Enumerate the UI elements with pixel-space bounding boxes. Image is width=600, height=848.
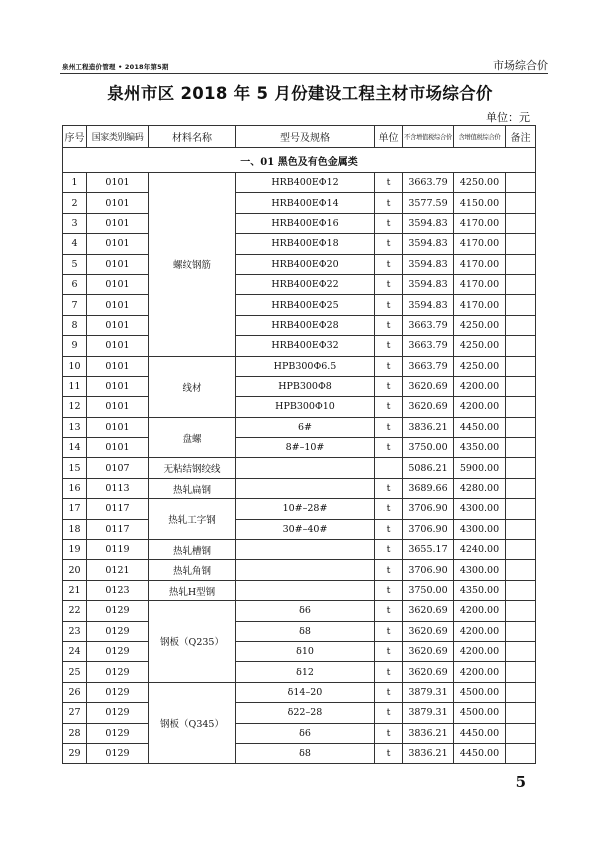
table-row — [63, 540, 536, 560]
cell-material-name: 钢板（Q345） — [149, 682, 236, 764]
cell-price-inc-vat: 4300.00 — [454, 560, 506, 580]
cell-remarks — [506, 540, 536, 560]
table-row — [63, 641, 536, 661]
cell-price-inc-vat: 4350.00 — [454, 438, 506, 458]
table-row — [63, 743, 536, 763]
cell-code: 0101 — [87, 336, 149, 356]
cell-price-ex-vat: 3655.17 — [403, 540, 454, 560]
cell-remarks — [506, 682, 536, 702]
table-row — [63, 621, 536, 641]
cell-no: 13 — [63, 417, 87, 437]
cell-unit: t — [375, 356, 403, 376]
table-row — [63, 417, 536, 437]
table-row — [63, 173, 536, 193]
cell-remarks — [506, 601, 536, 621]
cell-price-ex-vat: 3620.69 — [403, 621, 454, 641]
cell-material-name: 无粘结钢绞线 — [149, 458, 236, 478]
cell-code: 0107 — [87, 458, 149, 478]
cell-code: 0101 — [87, 234, 149, 254]
cell-unit: t — [375, 376, 403, 396]
table-row — [63, 560, 536, 580]
cell-no: 1 — [63, 173, 87, 193]
cell-code: 0101 — [87, 173, 149, 193]
table-row — [63, 234, 536, 254]
cell-spec — [236, 458, 375, 478]
cell-price-ex-vat: 3706.90 — [403, 499, 454, 519]
cell-remarks — [506, 376, 536, 396]
cell-spec: HPB300Φ10 — [236, 397, 375, 417]
cell-code: 0117 — [87, 519, 149, 539]
cell-spec: δ6 — [236, 601, 375, 621]
cell-price-ex-vat: 3706.90 — [403, 560, 454, 580]
cell-code: 0113 — [87, 478, 149, 498]
cell-price-inc-vat: 4200.00 — [454, 376, 506, 396]
table-row — [63, 478, 536, 498]
cell-material-name: 热轧角钢 — [149, 560, 236, 580]
cell-unit: t — [375, 540, 403, 560]
cell-price-ex-vat: 3594.83 — [403, 295, 454, 315]
table-row — [63, 438, 536, 458]
cell-price-ex-vat: 3620.69 — [403, 641, 454, 661]
cell-price-inc-vat: 4170.00 — [454, 234, 506, 254]
cell-code: 0101 — [87, 213, 149, 233]
cell-unit: t — [375, 580, 403, 600]
cell-unit: t — [375, 295, 403, 315]
table-row — [63, 315, 536, 335]
cell-spec: δ14–20 — [236, 682, 375, 702]
cell-code: 0129 — [87, 621, 149, 641]
cell-unit: t — [375, 173, 403, 193]
cell-unit: t — [375, 662, 403, 682]
cell-no: 14 — [63, 438, 87, 458]
page-title: 泉州市区 2018 年 5 月份建设工程主材市场综合价 — [107, 84, 493, 103]
column-header-spec: 型号及规格 — [236, 126, 375, 148]
table-row — [63, 397, 536, 417]
table-row — [63, 193, 536, 213]
cell-no: 7 — [63, 295, 87, 315]
cell-spec: δ6 — [236, 723, 375, 743]
table-row — [63, 336, 536, 356]
cell-remarks — [506, 356, 536, 376]
table-row — [63, 295, 536, 315]
cell-no: 3 — [63, 213, 87, 233]
cell-price-inc-vat: 4170.00 — [454, 213, 506, 233]
cell-remarks — [506, 254, 536, 274]
cell-code: 0101 — [87, 274, 149, 294]
unit-note: 单位：元 — [486, 111, 530, 124]
cell-unit: t — [375, 213, 403, 233]
cell-unit: t — [375, 417, 403, 437]
cell-remarks — [506, 234, 536, 254]
cell-spec: δ10 — [236, 641, 375, 661]
column-header-unit: 单位 — [375, 126, 403, 148]
cell-code: 0129 — [87, 723, 149, 743]
cell-price-inc-vat: 4450.00 — [454, 723, 506, 743]
cell-material-name: 热轧工字钢 — [149, 499, 236, 540]
cell-unit: t — [375, 641, 403, 661]
cell-unit — [375, 458, 403, 478]
table-row — [63, 213, 536, 233]
cell-remarks — [506, 336, 536, 356]
cell-spec: HRB400EΦ20 — [236, 254, 375, 274]
cell-price-inc-vat: 4500.00 — [454, 682, 506, 702]
column-header-remarks: 备注 — [506, 126, 536, 148]
cell-no: 16 — [63, 478, 87, 498]
cell-spec: HPB300Φ6.5 — [236, 356, 375, 376]
cell-price-inc-vat: 4450.00 — [454, 743, 506, 763]
cell-price-inc-vat: 4240.00 — [454, 540, 506, 560]
table-row — [63, 458, 536, 478]
price-table — [62, 125, 536, 764]
cell-unit: t — [375, 682, 403, 702]
cell-price-ex-vat: 3750.00 — [403, 438, 454, 458]
cell-no: 18 — [63, 519, 87, 539]
cell-price-ex-vat: 3836.21 — [403, 723, 454, 743]
cell-remarks — [506, 173, 536, 193]
cell-material-name: 线材 — [149, 356, 236, 417]
cell-price-ex-vat: 3706.90 — [403, 519, 454, 539]
cell-price-ex-vat: 3620.69 — [403, 601, 454, 621]
cell-no: 11 — [63, 376, 87, 396]
cell-price-inc-vat: 4500.00 — [454, 703, 506, 723]
section-title: 一、01 黑色及有色金属类 — [63, 148, 536, 173]
cell-no: 23 — [63, 621, 87, 641]
cell-no: 27 — [63, 703, 87, 723]
cell-no: 29 — [63, 743, 87, 763]
cell-code: 0101 — [87, 417, 149, 437]
cell-remarks — [506, 723, 536, 743]
cell-price-inc-vat: 4170.00 — [454, 254, 506, 274]
cell-code: 0101 — [87, 376, 149, 396]
cell-spec: 30#–40# — [236, 519, 375, 539]
cell-remarks — [506, 274, 536, 294]
cell-code: 0101 — [87, 193, 149, 213]
cell-spec: δ8 — [236, 743, 375, 763]
cell-spec — [236, 560, 375, 580]
table-row — [63, 274, 536, 294]
cell-remarks — [506, 662, 536, 682]
cell-code: 0101 — [87, 254, 149, 274]
table-row — [63, 662, 536, 682]
cell-unit: t — [375, 254, 403, 274]
cell-unit: t — [375, 723, 403, 743]
cell-code: 0129 — [87, 662, 149, 682]
cell-unit: t — [375, 621, 403, 641]
cell-remarks — [506, 458, 536, 478]
cell-spec: HRB400EΦ28 — [236, 315, 375, 335]
cell-price-ex-vat: 3663.79 — [403, 336, 454, 356]
cell-no: 6 — [63, 274, 87, 294]
cell-spec — [236, 540, 375, 560]
cell-price-ex-vat: 3594.83 — [403, 234, 454, 254]
cell-code: 0129 — [87, 601, 149, 621]
cell-unit: t — [375, 234, 403, 254]
cell-code: 0123 — [87, 580, 149, 600]
cell-price-ex-vat: 3594.83 — [403, 213, 454, 233]
column-header-code: 国家类别编码 — [87, 126, 149, 148]
cell-spec: 6# — [236, 417, 375, 437]
cell-price-ex-vat: 3750.00 — [403, 580, 454, 600]
cell-no: 2 — [63, 193, 87, 213]
cell-price-inc-vat: 4300.00 — [454, 499, 506, 519]
cell-unit: t — [375, 336, 403, 356]
cell-remarks — [506, 743, 536, 763]
cell-spec: HRB400EΦ18 — [236, 234, 375, 254]
cell-remarks — [506, 703, 536, 723]
cell-unit: t — [375, 274, 403, 294]
cell-price-inc-vat: 4250.00 — [454, 315, 506, 335]
cell-remarks — [506, 295, 536, 315]
cell-material-name: 盘螺 — [149, 417, 236, 458]
cell-spec: HPB300Φ8 — [236, 376, 375, 396]
cell-code: 0101 — [87, 438, 149, 458]
section-header: 市场综合价 — [493, 59, 548, 72]
cell-price-inc-vat: 4250.00 — [454, 356, 506, 376]
cell-unit: t — [375, 438, 403, 458]
cell-code: 0117 — [87, 499, 149, 519]
cell-price-inc-vat: 4200.00 — [454, 641, 506, 661]
cell-price-ex-vat: 3663.79 — [403, 356, 454, 376]
cell-no: 28 — [63, 723, 87, 743]
cell-spec: 8#–10# — [236, 438, 375, 458]
cell-remarks — [506, 580, 536, 600]
cell-spec: HRB400EΦ14 — [236, 193, 375, 213]
column-header-price-ex-vat: 不含增值税综合价 — [403, 126, 454, 148]
cell-unit: t — [375, 315, 403, 335]
cell-price-ex-vat: 3620.69 — [403, 662, 454, 682]
cell-unit: t — [375, 743, 403, 763]
cell-price-inc-vat: 4150.00 — [454, 193, 506, 213]
cell-remarks — [506, 499, 536, 519]
cell-remarks — [506, 315, 536, 335]
cell-remarks — [506, 621, 536, 641]
table-row — [63, 682, 536, 702]
cell-remarks — [506, 417, 536, 437]
cell-price-inc-vat: 4200.00 — [454, 397, 506, 417]
cell-material-name: 热轧扁钢 — [149, 478, 236, 498]
cell-material-name: 钢板（Q235） — [149, 601, 236, 683]
cell-spec: δ22–28 — [236, 703, 375, 723]
cell-price-ex-vat: 3663.79 — [403, 173, 454, 193]
cell-remarks — [506, 438, 536, 458]
cell-price-inc-vat: 4200.00 — [454, 621, 506, 641]
cell-no: 10 — [63, 356, 87, 376]
cell-no: 4 — [63, 234, 87, 254]
cell-price-ex-vat: 3689.66 — [403, 478, 454, 498]
cell-price-ex-vat: 3594.83 — [403, 274, 454, 294]
column-header-no: 序号 — [63, 126, 87, 148]
cell-price-ex-vat: 3879.31 — [403, 703, 454, 723]
cell-price-inc-vat: 4250.00 — [454, 173, 506, 193]
cell-no: 20 — [63, 560, 87, 580]
cell-unit: t — [375, 601, 403, 621]
cell-price-inc-vat: 4350.00 — [454, 580, 506, 600]
cell-spec: HRB400EΦ32 — [236, 336, 375, 356]
cell-spec: δ8 — [236, 621, 375, 641]
cell-price-inc-vat: 4200.00 — [454, 601, 506, 621]
cell-price-inc-vat: 5900.00 — [454, 458, 506, 478]
cell-code: 0101 — [87, 356, 149, 376]
cell-spec — [236, 580, 375, 600]
cell-code: 0101 — [87, 397, 149, 417]
cell-remarks — [506, 560, 536, 580]
cell-remarks — [506, 478, 536, 498]
column-header-price-inc-vat: 含增值税综合价 — [454, 126, 506, 148]
section-row — [63, 148, 536, 173]
cell-price-ex-vat: 3594.83 — [403, 254, 454, 274]
cell-no: 9 — [63, 336, 87, 356]
cell-price-inc-vat: 4300.00 — [454, 519, 506, 539]
cell-no: 21 — [63, 580, 87, 600]
cell-no: 24 — [63, 641, 87, 661]
cell-unit: t — [375, 703, 403, 723]
cell-code: 0129 — [87, 703, 149, 723]
cell-spec: HRB400EΦ16 — [236, 213, 375, 233]
cell-spec: HRB400EΦ22 — [236, 274, 375, 294]
cell-material-name: 螺纹钢筋 — [149, 173, 236, 357]
cell-price-inc-vat: 4170.00 — [454, 274, 506, 294]
table-row — [63, 499, 536, 519]
cell-spec: HRB400EΦ25 — [236, 295, 375, 315]
page-number: 5 — [515, 773, 526, 791]
table-row — [63, 703, 536, 723]
table-row — [63, 376, 536, 396]
cell-unit: t — [375, 560, 403, 580]
cell-price-ex-vat: 3620.69 — [403, 376, 454, 396]
column-header-material: 材料名称 — [149, 126, 236, 148]
journal-header: 泉州工程造价管理 • 2018年第5期 — [62, 63, 169, 71]
cell-remarks — [506, 193, 536, 213]
cell-spec: δ12 — [236, 662, 375, 682]
cell-price-ex-vat: 3577.59 — [403, 193, 454, 213]
cell-price-ex-vat: 3879.31 — [403, 682, 454, 702]
cell-unit: t — [375, 193, 403, 213]
cell-no: 26 — [63, 682, 87, 702]
cell-no: 8 — [63, 315, 87, 335]
cell-price-inc-vat: 4250.00 — [454, 336, 506, 356]
cell-spec: HRB400EΦ12 — [236, 173, 375, 193]
cell-no: 25 — [63, 662, 87, 682]
table-row — [63, 580, 536, 600]
cell-unit: t — [375, 397, 403, 417]
cell-remarks — [506, 213, 536, 233]
cell-code: 0121 — [87, 560, 149, 580]
cell-remarks — [506, 519, 536, 539]
cell-no: 22 — [63, 601, 87, 621]
cell-code: 0101 — [87, 315, 149, 335]
cell-no: 15 — [63, 458, 87, 478]
cell-price-inc-vat: 4450.00 — [454, 417, 506, 437]
cell-unit: t — [375, 478, 403, 498]
cell-no: 19 — [63, 540, 87, 560]
table-row — [63, 356, 536, 376]
cell-price-ex-vat: 5086.21 — [403, 458, 454, 478]
cell-unit: t — [375, 499, 403, 519]
cell-material-name: 热轧槽钢 — [149, 540, 236, 560]
cell-material-name: 热轧H型钢 — [149, 580, 236, 600]
table-row — [63, 601, 536, 621]
cell-code: 0129 — [87, 743, 149, 763]
table-header-row — [63, 126, 536, 148]
cell-price-inc-vat: 4170.00 — [454, 295, 506, 315]
cell-code: 0101 — [87, 295, 149, 315]
cell-spec — [236, 478, 375, 498]
header-divider — [60, 73, 548, 74]
cell-price-inc-vat: 4200.00 — [454, 662, 506, 682]
cell-unit: t — [375, 519, 403, 539]
cell-no: 17 — [63, 499, 87, 519]
cell-price-ex-vat: 3836.21 — [403, 743, 454, 763]
cell-code: 0129 — [87, 682, 149, 702]
cell-no: 5 — [63, 254, 87, 274]
cell-code: 0129 — [87, 641, 149, 661]
cell-remarks — [506, 397, 536, 417]
table-row — [63, 254, 536, 274]
cell-price-ex-vat: 3663.79 — [403, 315, 454, 335]
cell-price-inc-vat: 4280.00 — [454, 478, 506, 498]
cell-price-ex-vat: 3836.21 — [403, 417, 454, 437]
table-row — [63, 519, 536, 539]
cell-price-ex-vat: 3620.69 — [403, 397, 454, 417]
table-row — [63, 723, 536, 743]
cell-code: 0119 — [87, 540, 149, 560]
cell-no: 12 — [63, 397, 87, 417]
cell-spec: 10#–28# — [236, 499, 375, 519]
cell-remarks — [506, 641, 536, 661]
